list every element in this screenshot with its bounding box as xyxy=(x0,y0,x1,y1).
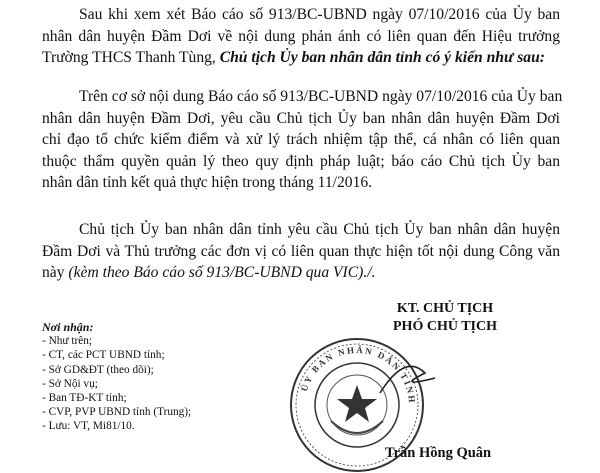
text-line: Trên cơ sở nội dung Báo cáo số 913/BC-UBND ngày 07/10/2016 của Ủy ban xyxy=(79,88,563,105)
recipients-list xyxy=(42,320,191,434)
text-line: nhân dân huyện Đầm Dơi về nội dung phản ánh có liên quan đến Hiệu trưởng xyxy=(42,27,560,45)
svg-text:ỦY BAN NHÂN DÂN TỈNH: ỦY BAN NHÂN DÂN TỈNH xyxy=(298,344,418,405)
recipient-item: - CT, các PCT UBND tỉnh; xyxy=(42,349,165,362)
paragraph-request xyxy=(42,86,563,194)
signature-title-1: KT. CHỦ TỊCH xyxy=(396,301,494,316)
text-plain: này xyxy=(42,264,69,282)
recipient-item: - Sở GD&ĐT (theo dõi); xyxy=(42,363,154,376)
text-line: Sau khi xem xét Báo cáo số 913/BC-UBND ngày 07/10/2016 của Ủy ban xyxy=(79,6,560,23)
recipient-item: - Như trên; xyxy=(42,335,93,348)
text-plain: Trường THCS Thanh Tùng, xyxy=(42,49,220,67)
signer-name: Trần Hồng Quân xyxy=(385,445,492,461)
text-line xyxy=(42,47,560,69)
text-line: thuộc thẩm quyền quản lý theo quy định pháp luật; báo cáo Chủ tịch Ủy ban xyxy=(42,152,560,170)
paragraph-intro xyxy=(42,4,560,69)
recipients-title: Nơi nhận: xyxy=(42,320,94,334)
text-line: chỉ đạo tổ chức kiểm điểm và xử lý trách nhiệm tập thể, cá nhân có liên quan xyxy=(42,131,560,149)
recipient-item: - Lưu: VT, Mi81/10. xyxy=(42,420,135,433)
paragraph-closing xyxy=(42,219,560,284)
text-line: nhân dân huyện Đầm Dơi, yêu cầu Chủ tịch Ủy ban nhân dân huyện Đầm Dơi xyxy=(42,109,560,127)
text-line xyxy=(42,262,560,284)
text-emphasis: Chủ tịch Ủy ban nhân dân tỉnh có ý kiến như sau: xyxy=(219,49,545,67)
recipient-item: - Sở Nội vụ; xyxy=(42,377,98,390)
text-line: Đầm Dơi và Thủ trưởng các đơn vị có liên quan thực hiện tốt nội dung Công văn xyxy=(42,242,560,260)
recipient-item: - CVP, PVP UBND tỉnh (Trung); xyxy=(42,406,192,419)
text-line: Chủ tịch Ủy ban nhân dân tỉnh yêu cầu Chủ tịch Ủy ban nhân dân huyện xyxy=(79,221,560,238)
signature-title-2: PHÓ CHỦ TỊCH xyxy=(393,319,497,334)
text-italic: (kèm theo Báo cáo số 913/BC-UBND qua VIC)./. xyxy=(68,264,376,282)
text-line: nhân dân tỉnh kết quả thực hiện trong tháng 11/2016. xyxy=(42,174,373,192)
recipient-item: - Ban TĐ-KT tỉnh; xyxy=(42,392,127,405)
